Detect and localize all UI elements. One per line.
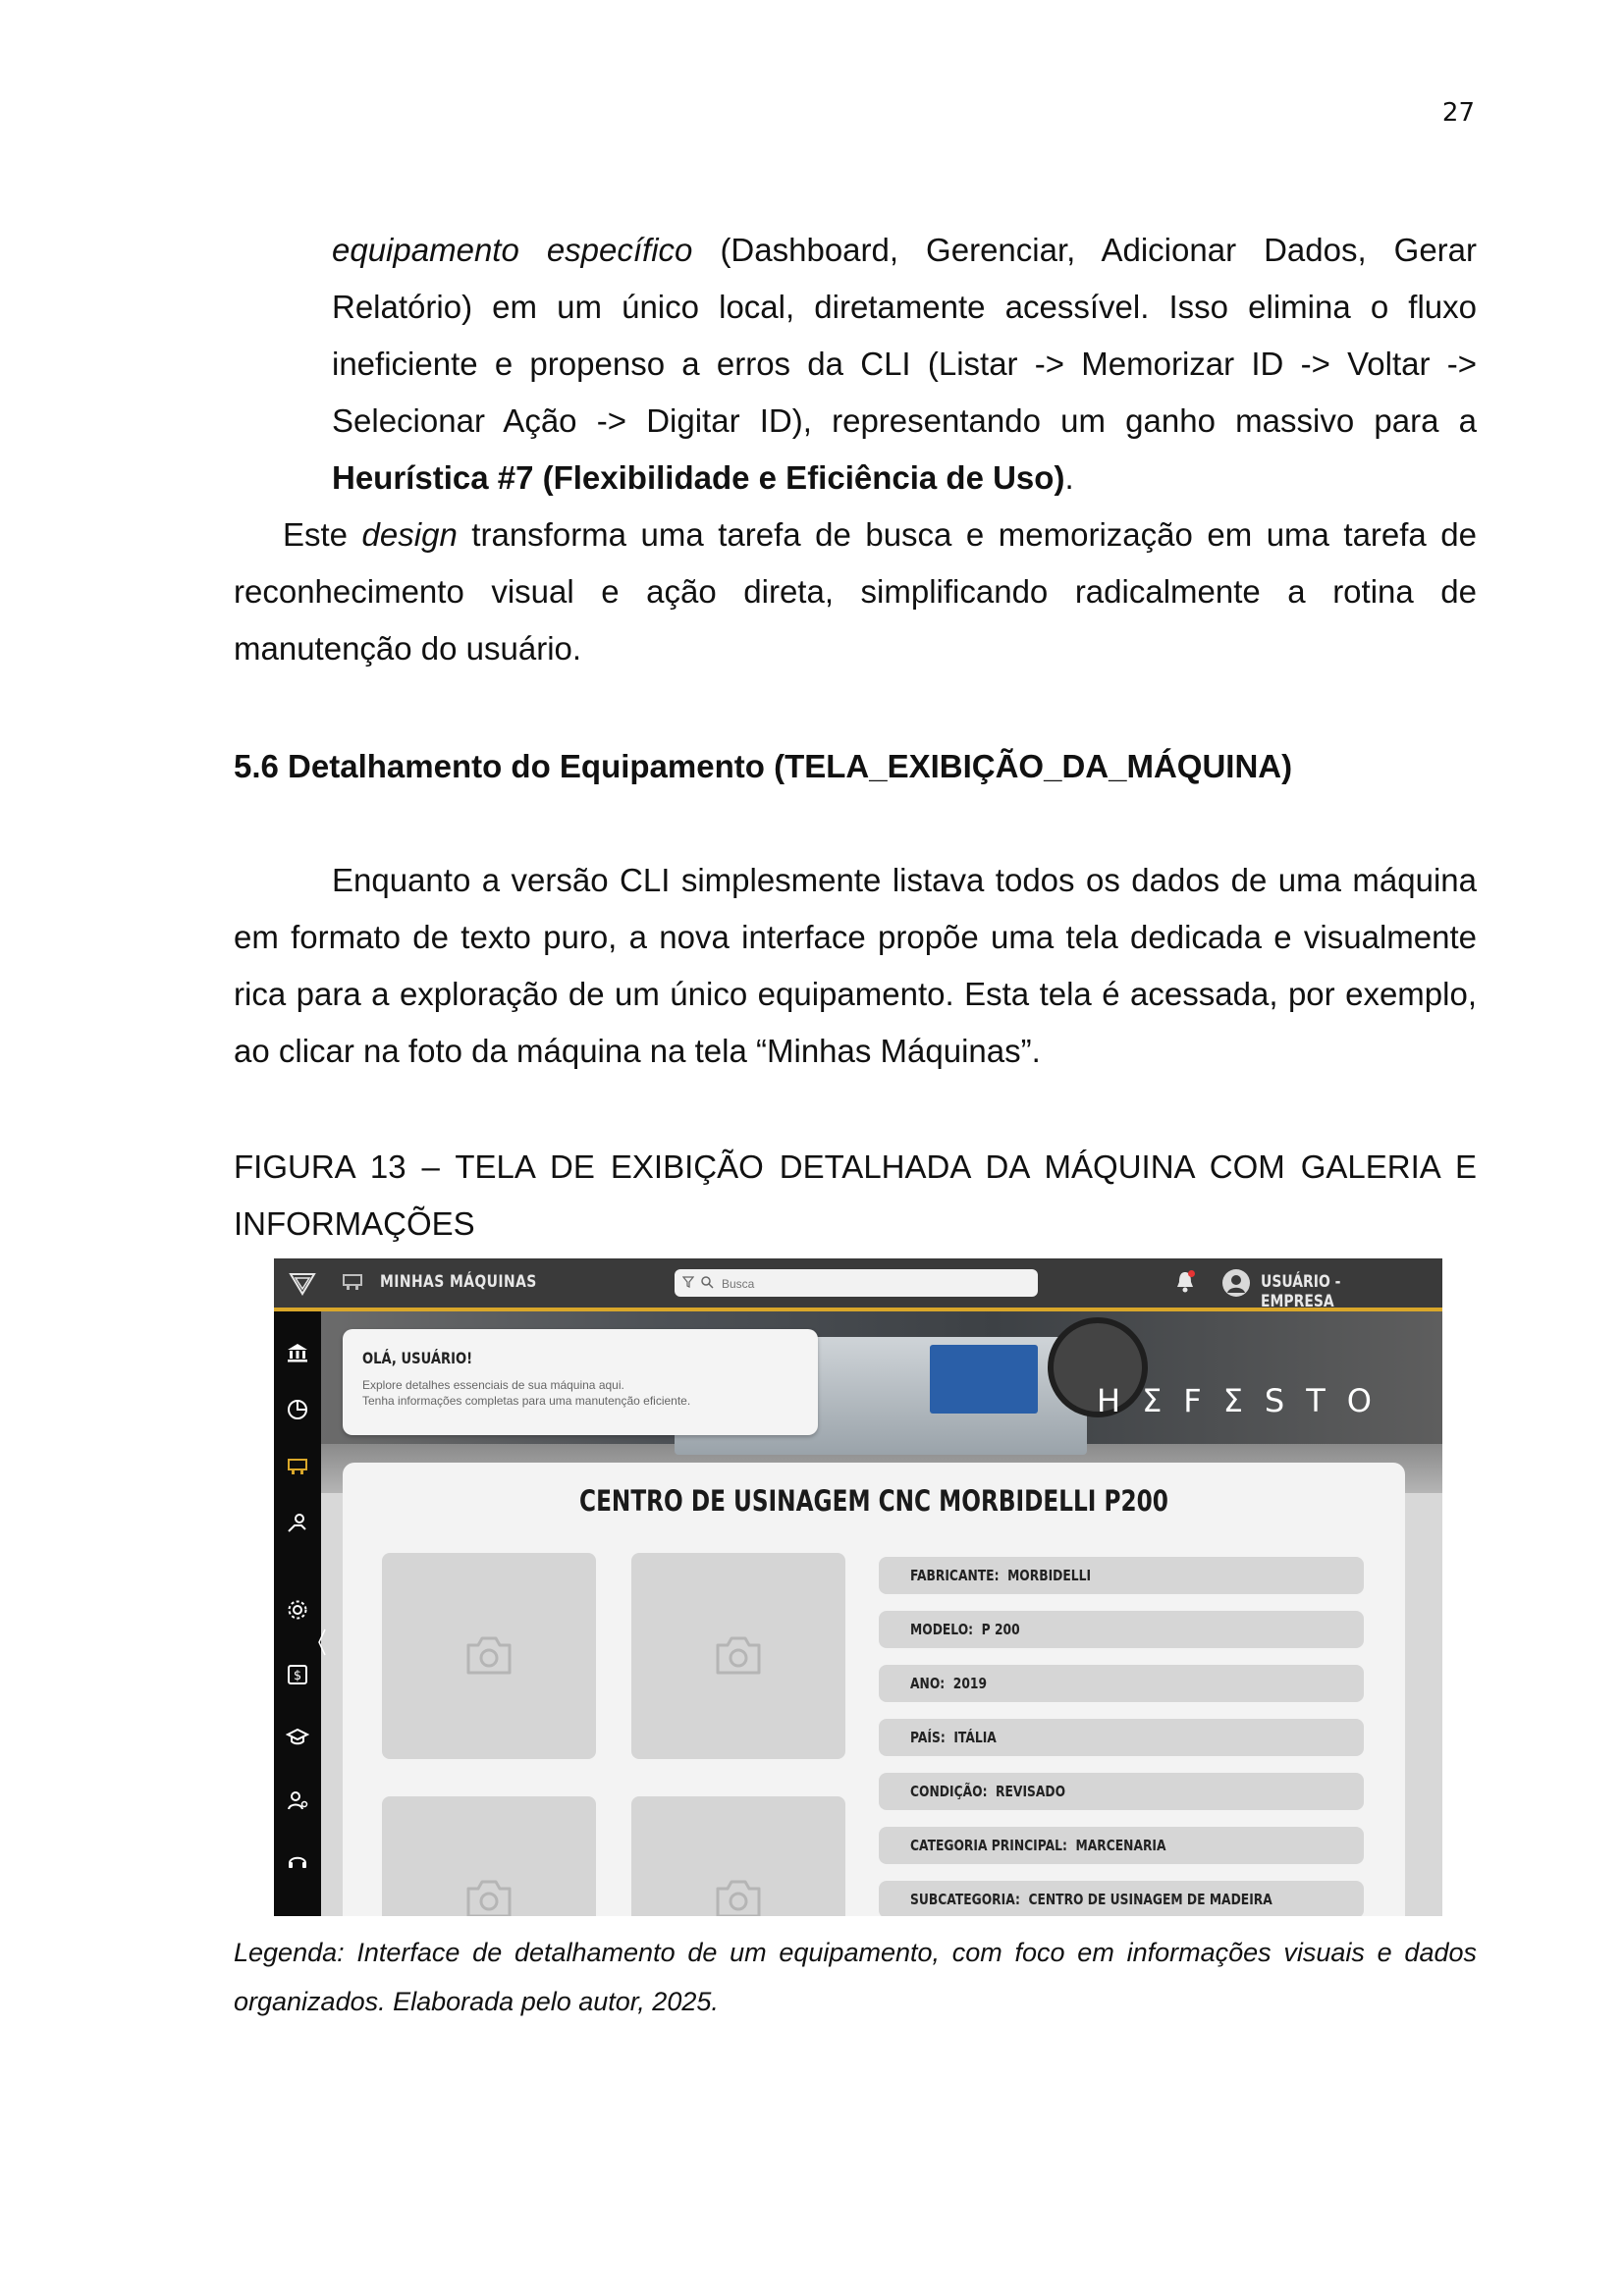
field-main-category: [879, 1827, 1364, 1864]
hero-machine-housing: [930, 1345, 1038, 1414]
logo-icon: [288, 1268, 317, 1298]
sidebar-item-maintenance[interactable]: [284, 1510, 311, 1537]
machine-title: CENTRO DE USINAGEM CNC MORBIDELLI P200: [579, 1484, 1168, 1518]
svg-text:$: $: [293, 1669, 302, 1683]
body-text-top: [234, 222, 1477, 677]
sidebar-item-settings[interactable]: [284, 1596, 311, 1624]
field-text: MODELO: P 200: [910, 1621, 1020, 1638]
dollar-icon: [286, 1663, 309, 1686]
headset-icon: [286, 1849, 309, 1873]
camera-icon: [464, 1877, 514, 1916]
field-text: FABRICANTE: MORBIDELLI: [910, 1567, 1092, 1584]
italic-lead: equipamento específico: [332, 232, 693, 268]
figure-title: FIGURA 13 – TELA DE EXIBIÇÃO DETALHADA DA MÁQUINA COM GALERIA E INFORMAÇÕES: [234, 1148, 1477, 1242]
machine-icon: [341, 1270, 364, 1294]
field-text: PAÍS: ITÁLIA: [910, 1729, 997, 1746]
field-text: CONDIÇÃO: REVISADO: [910, 1783, 1066, 1800]
app-sidebar: [274, 1311, 321, 1916]
paragraph-design: [234, 507, 1477, 677]
field-subcategory: [879, 1881, 1364, 1916]
gear-icon: [286, 1598, 309, 1622]
sidebar-item-machines[interactable]: [284, 1453, 311, 1480]
welcome-card: [343, 1329, 818, 1435]
machine-detail-card: [343, 1463, 1405, 1916]
paragraph-text: (Dashboard, Gerenciar, Adicionar Dados, Gerar Relatório) em um único local, diretamente acessível. Isso elimina o fluxo ineficiente e propenso a erros da CLI (Listar -> Memorizar ID -> Voltar -> Selecionar Ação -> Digitar ID), representando um ganho massivo para a: [332, 232, 1478, 439]
field-text: ANO: 2019: [910, 1675, 988, 1692]
photo-slot[interactable]: [631, 1796, 845, 1916]
welcome-line-1: Explore detalhes essenciais de sua máquina aqui.: [362, 1378, 624, 1392]
pie-chart-icon: [286, 1398, 309, 1421]
sidebar-item-finance[interactable]: [284, 1661, 311, 1688]
machine-icon: [286, 1455, 309, 1478]
sidebar-item-dashboard[interactable]: [284, 1396, 311, 1423]
heuristic-reference: Heurística #7 (Flexibilidade e Eficiência de Uso): [332, 459, 1065, 496]
sidebar-item-technicians[interactable]: [284, 1787, 311, 1814]
search-box[interactable]: [675, 1269, 1038, 1297]
paragraph-continuation: [234, 222, 1477, 507]
italic-design: design: [361, 516, 458, 553]
figure-screenshot: [274, 1258, 1442, 1916]
body-text-middle: [234, 852, 1477, 1080]
field-manufacturer: [879, 1557, 1364, 1594]
field-country: [879, 1719, 1364, 1756]
search-icon: [700, 1275, 714, 1289]
search-input[interactable]: [720, 1269, 1028, 1299]
field-text: CATEGORIA PRINCIPAL: MARCENARIA: [910, 1837, 1166, 1854]
figure-caption: Legenda: Interface de detalhamento de um equipamento, com foco em informações visuais e dados organizados. Elaborada pelo autor, 2025.: [234, 1938, 1477, 2016]
photo-slot[interactable]: [382, 1796, 596, 1916]
sidebar-item-training[interactable]: [284, 1724, 311, 1751]
paragraph-cli: Enquanto a versão CLI simplesmente listava todos os dados de uma máquina em formato de texto puro, a nova interface propõe uma tela dedicada e visualmente rica para a exploração de um único equipamento. Esta tela é acessada, por exemplo, ao clicar na foto da máquina na tela “Minhas Máquinas”.: [234, 862, 1477, 1069]
camera-icon: [464, 1633, 514, 1677]
user-label[interactable]: USUÁRIO - EMPRESA: [1261, 1272, 1341, 1311]
avatar[interactable]: [1222, 1269, 1250, 1297]
page-number: 27: [1441, 98, 1475, 128]
camera-icon: [714, 1633, 763, 1677]
figure-title-block: [234, 1139, 1477, 1253]
field-model: [879, 1611, 1364, 1648]
topbar-title: MINHAS MÁQUINAS: [380, 1272, 537, 1292]
caption-block: [234, 1928, 1477, 2026]
paragraph-rest: transforma uma tarefa de busca e memorização em uma tarefa de reconhecimento visual e ação direta, simplificando radicalmente a rotina de manutenção do usuário.: [234, 516, 1477, 667]
photo-slot[interactable]: [382, 1553, 596, 1759]
field-text: SUBCATEGORIA: CENTRO DE USINAGEM DE MADEIRA: [910, 1891, 1272, 1908]
chevron-left-icon: [317, 1628, 327, 1657]
brand-logo: HΣFΣSTO: [1097, 1382, 1393, 1419]
welcome-line-2: Tenha informações completas para uma manutenção eficiente.: [362, 1394, 691, 1408]
welcome-title: OLÁ, USUÁRIO!: [362, 1349, 473, 1367]
bank-icon: [286, 1341, 309, 1364]
section: [234, 738, 1477, 795]
sidebar-item-bank[interactable]: [284, 1339, 311, 1366]
paragraph-start: Este: [283, 516, 362, 553]
notification-dot: [1188, 1270, 1195, 1277]
field-year: [879, 1665, 1364, 1702]
app-topbar: [274, 1258, 1442, 1311]
user-icon: [1222, 1269, 1250, 1297]
worker-icon: [286, 1789, 309, 1812]
field-condition: [879, 1773, 1364, 1810]
filter-icon[interactable]: [682, 1276, 694, 1288]
photo-slot[interactable]: [631, 1553, 845, 1759]
graduation-cap-icon: [286, 1726, 309, 1749]
hand-tools-icon: [286, 1512, 309, 1535]
camera-icon: [714, 1877, 763, 1916]
sidebar-item-support[interactable]: [284, 1847, 311, 1875]
paragraph-end: .: [1064, 459, 1074, 496]
section-heading: 5.6 Detalhamento do Equipamento (TELA_EXIBIÇÃO_DA_MÁQUINA): [234, 748, 1293, 784]
